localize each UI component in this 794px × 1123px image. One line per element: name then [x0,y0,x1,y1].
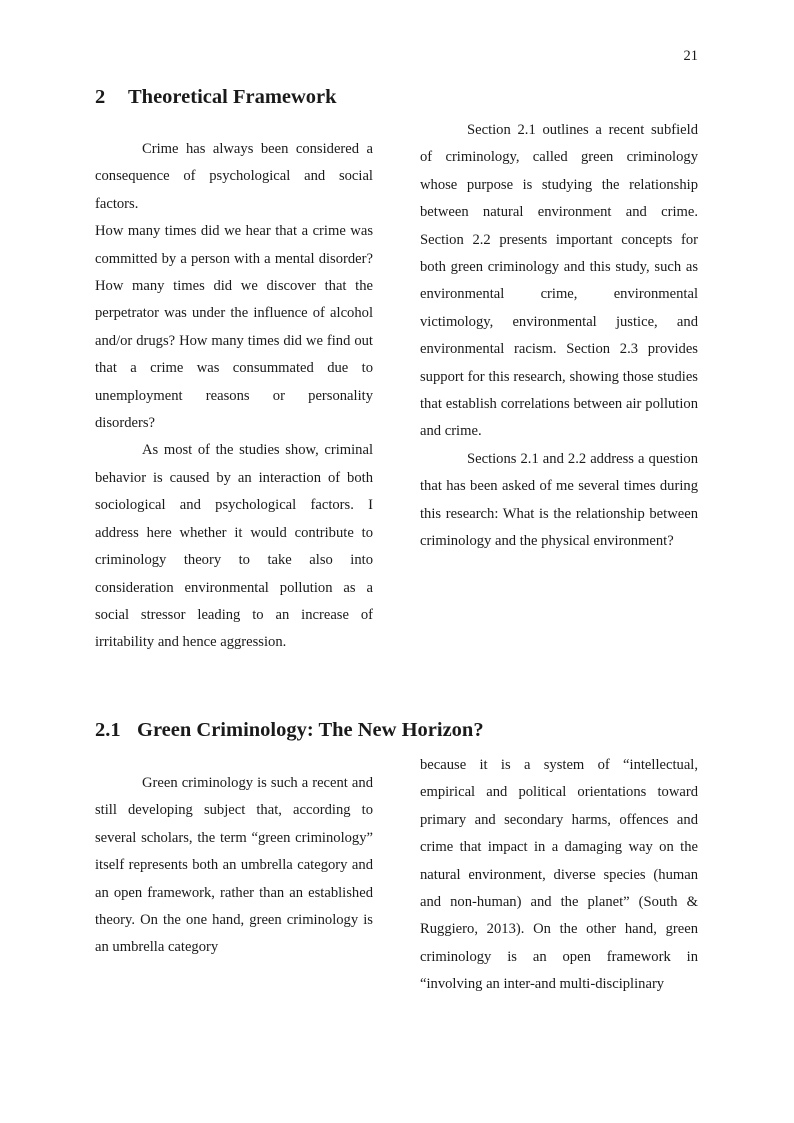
section-right-column [420,117,698,556]
paragraph: Crime has always been considered a consequence of psychological and social factors. [95,141,373,212]
paragraph: How many times did we hear that a crime was committed by a person with a mental disorder? How many times did we discover that the perpetrator was under the influence of alcohol and/or drugs? How many times did we find out that a crime was consummated due to unemployment reasons or personality disorders? [95,223,373,432]
paragraph: Section 2.1 outlines a recent subfield of criminology, called green criminology whose purpose is studying the relationship between natural environment and crime. Section 2.2 presents important concepts for both green criminology and this study, such as environmental crime, environmental victimology, environmental justice, and environmental racism. Section 2.3 provides support for this research, showing those studies that establish correlations between air pollution and crime. [420,122,698,440]
paragraph: Green criminology is such a recent and still developing subject that, according to several scholars, the term “green criminology” itself represents both an umbrella category and an open framework, rather than an established theory. On the one hand, green criminology is an umbrella category [95,775,373,956]
paragraph: As most of the studies show, criminal behavior is caused by an interaction of both sociological and psychological factors. I address here whether it would contribute to criminology theory to take also into consideration environmental pollution as a social stressor leading to an increase of irritability and hence aggression. [95,442,373,651]
section-heading [95,86,337,109]
section-title: Theoretical Framework [128,86,337,108]
subsection-title: Green Criminology: The New Horizon? [137,719,484,741]
subsection-left-column [95,770,373,962]
paragraph: because it is a system of “intellectual, empirical and political orientations toward primary and secondary harms, offences and crime that impact in a damaging way on the natural environment, diverse species (human and non-human) and the planet” (South & Ruggiero, 2013). On the other hand, green criminology is an open framework in “involving an inter-and multi-disciplinary [420,757,698,993]
section-left-column [95,136,373,657]
subsection-number: 2.1 [95,719,121,741]
page-number: 21 [683,48,698,64]
subsection-heading [95,719,484,742]
paragraph: Sections 2.1 and 2.2 address a question that has been asked of me several times during this research: What is the relationship between criminology and the physical environment? [420,450,698,550]
subsection-right-column [420,752,698,999]
section-number: 2 [95,86,106,108]
